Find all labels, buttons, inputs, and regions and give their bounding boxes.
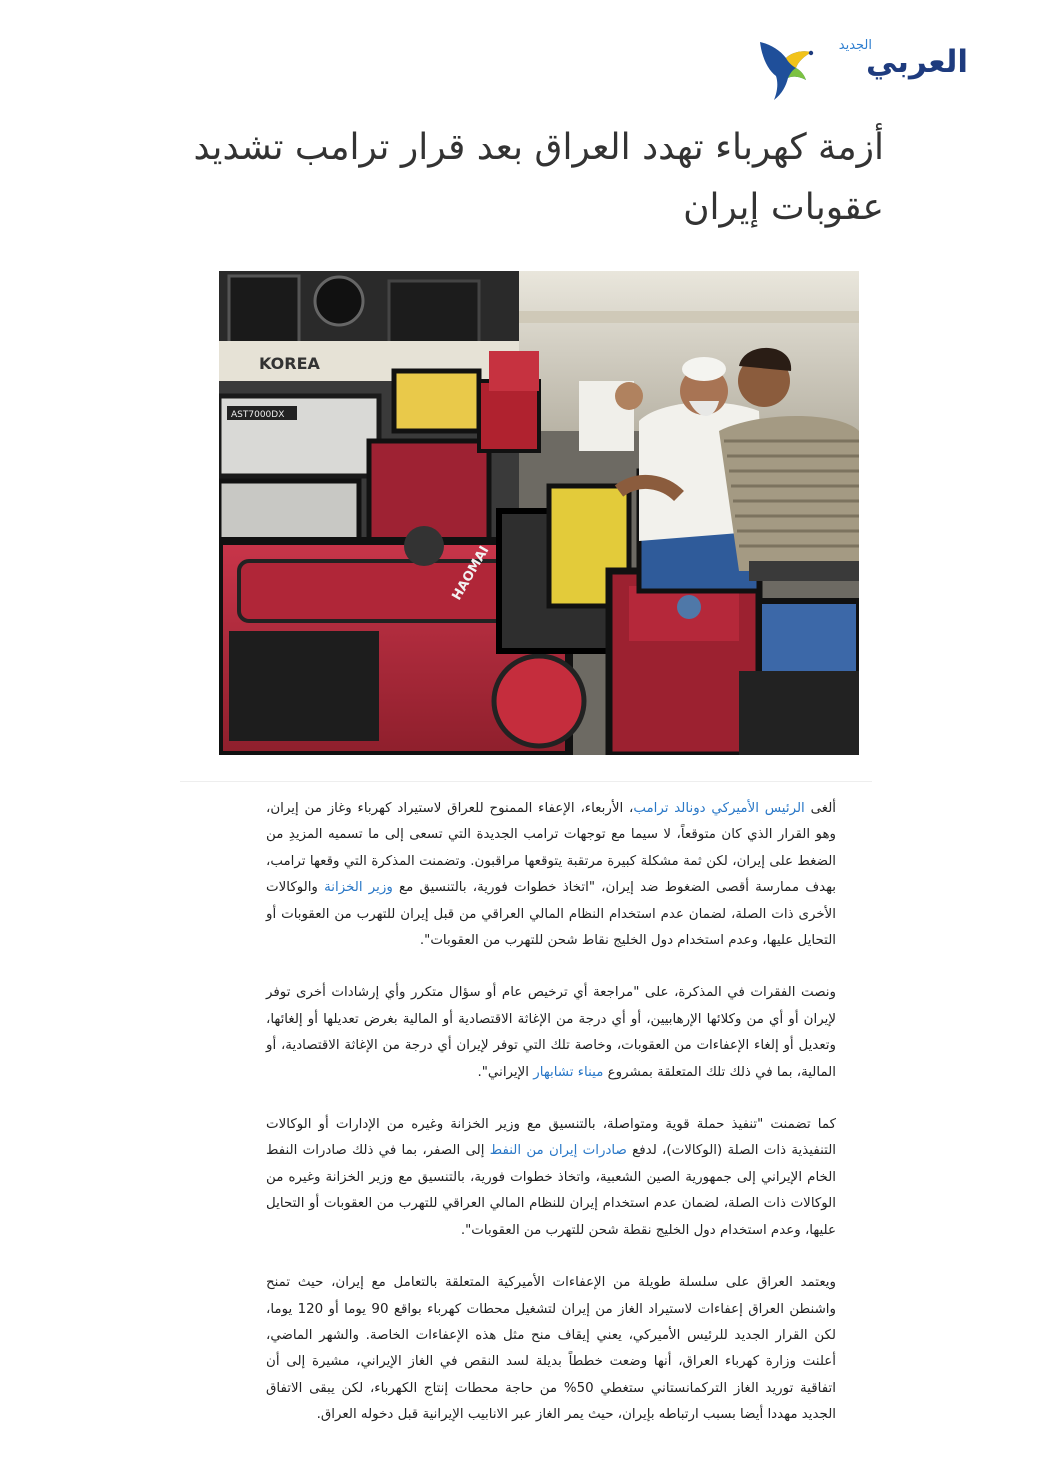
generators-market-illustration: [219, 271, 859, 755]
logo-subtitle: الجديد: [838, 38, 872, 53]
bird-logo-icon: [756, 36, 826, 102]
paragraph-text: ألغى: [804, 801, 836, 816]
paragraph-text: والوكالات الأخرى ذات الصلة، لضمان عدم استخدام النظام المالي العراقي من قبل إيران للتهرب من العقوبات أو التحايل عليها، وعدم استخدام دول الخليج نقاط شحن للتهرب من العقوبات".: [266, 880, 836, 949]
article-body: [266, 796, 836, 1455]
article-paragraph-4: ويعتمد العراق على سلسلة طويلة من الإعفاءات الأميركية المتعلقة بالتعامل مع إيران، حيث تمنح واشنطن العراق إعفاءات لاستيراد الغاز من إيران لتشغيل محطات كهرباء بواقع 90 يوما أو 120 يوما، لكن القرار الجديد للرئيس الأميركي، يعني إيقاف منح مثل هذه الإعفاءات الخاصة. والشهر الماضي، أعلنت وزارة كهرباء العراق، أنها وضعت خططاً بديلة لسد النقص في الغاز الإيراني، مشيرة إلى أن اتفاقية توريد الغاز التركمانستاني ستغطي 50% من حاجة محطات إنتاج الكهرباء، لكن يبقى الاتفاق الجديد مهددا أيضا بسبب ارتباطه بإيران، حيث يمر الغاز عبر الانابيب الإيرانية قبل دخوله العراق.: [266, 1275, 836, 1423]
article-paragraph-2: [266, 980, 836, 1086]
article-headline: أزمة كهرباء تهدد العراق بعد قرار ترامب تشديد عقوبات إيران: [193, 127, 884, 228]
logo-wordmark: العربي: [865, 44, 968, 80]
photo-label-brand: HAOMAI: [449, 543, 493, 603]
link-trump[interactable]: الرئيس الأميركي دونالد ترامب: [633, 801, 805, 816]
article-photo: [219, 271, 859, 755]
article-paragraph-1: [266, 796, 836, 954]
link-iran-oil-exports[interactable]: صادرات إيران من النفط: [489, 1143, 627, 1159]
article-paragraph-3: [266, 1112, 836, 1244]
paragraph-text: ، الأربعاء، الإعفاء الممنوح للعراق لاستيراد كهرباء وغاز من إيران، وهو القرار الذي كان متوقعاً، لا سيما مع توجهات ترامب الجديدة التي تسعى إلى ما تسميه المزيدِ من الضغط على إيران، لكن ثمة مشكلة كبيرة مرتقبة يتوقعها مراقبون. وتضمنت المذكرة التي وقعها ترامب، بهدف ممارسة أقصى الضغوط ضد إيران، "اتخاذ خطوات فورية، بالتنسيق مع: [266, 801, 836, 896]
paragraph-text: الإيراني".: [477, 1064, 534, 1080]
photo-label-korea: KOREA: [259, 354, 320, 373]
link-treasury-secretary[interactable]: وزير الخزانة: [324, 880, 393, 896]
photo-label-model: AST7000DX: [231, 410, 285, 420]
paragraph-text: ونصت الفقرات في المذكرة، على "مراجعة أي ترخيص عام أو سؤال متكرر وأي إرشادات أخرى توفر لإيران أو أي من وكلائها الإرهابيين، أو أي درجة من الإغاثة الاقتصادية أو المالية بغرض تعديلها أو إلغائها، وتعديل أو إلغاء الإعفاءات من العقوبات، وخاصة تلك التي توفر لإيران أي درجة من الإغاثة الاقتصادية، أو المالية، بما في ذلك تلك المتعلقة بمشروع: [266, 985, 836, 1080]
section-divider: [180, 781, 872, 782]
paragraph-text: إلى الصفر، بما في ذلك صادرات النفط الخام الإيراني إلى جمهورية الصين الشعبية، واتخاذ خطوات فورية، بالتنسيق مع وزير الخزانة وغيره من الوكالات ذات الصلة، لضمان عدم استخدام إيران للنظام المالي العراقي للتهرب من العقوبات أو التحايل عليها، وعدم استخدام دول الخليج نقطة شحن للتهرب من العقوبات".: [266, 1143, 836, 1238]
link-chabahar-port[interactable]: ميناء تشابهار: [533, 1064, 604, 1080]
paragraph-text: كما تضمنت "تنفيذ حملة قوية ومتواصلة، بالتنسيق مع وزير الخزانة وغيره من الإدارات أو الوكالات التنفيذية ذات الصلة (الوكالات)، لدفع: [266, 1117, 836, 1159]
site-logo[interactable]: [756, 36, 968, 102]
